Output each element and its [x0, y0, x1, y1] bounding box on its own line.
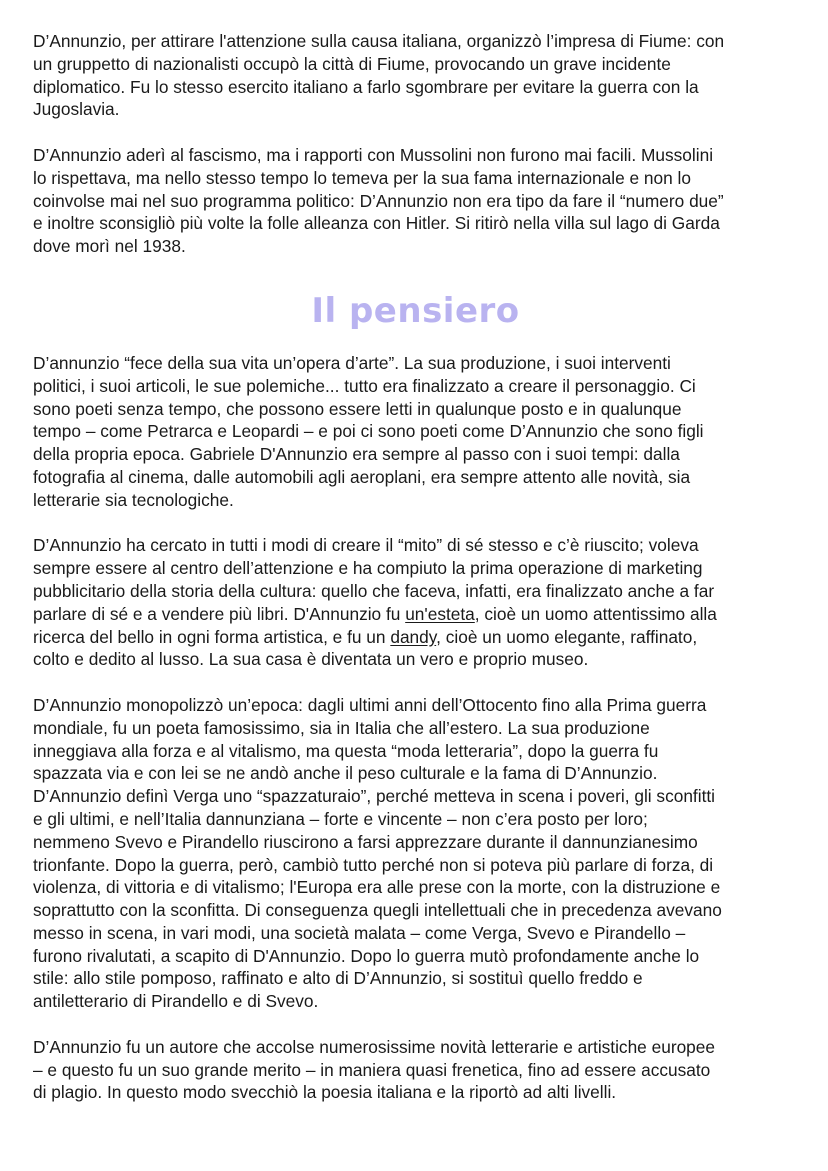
underlined-term-dandy: dandy [390, 626, 437, 647]
text-segment: ricerca del bello in ogni forma artistica, e fu un [33, 626, 391, 647]
text-segment: , cioè un uomo elegante, raffinato, [436, 626, 698, 647]
document-page [33, 30, 798, 1104]
text-line: D’Annunzio definì Verga uno “spazzaturaio”, perché metteva in scena i poveri, gli sconfitti [33, 786, 716, 807]
section-heading: Il pensiero [311, 290, 520, 331]
text-line: antiletterario di Pirandello e di Svevo. [33, 991, 319, 1012]
text-line: tempo – come Petrarca e Leopardi – e poi ci sono poeti come D’Annunzio che sono figli [33, 421, 704, 442]
text-line: della propria epoca. Gabriele D'Annunzio era sempre al passo con i suoi tempi: dalla [33, 444, 680, 465]
text-line: pubblicitario della storia della cultura: quello che faceva, infatti, era finalizzato anche a far [33, 580, 715, 601]
paragraph-spacer [33, 512, 798, 535]
paragraph-fiume [33, 30, 798, 121]
paragraph-spacer [33, 1013, 798, 1036]
text-line: – e questo fu un suo grande merito – in maniera quasi frenetica, fino ad essere accusato [33, 1059, 711, 1080]
text-line: colto e dedito al lusso. La sua casa è diventata un vero e proprio museo. [33, 649, 589, 670]
text-line: fotografia al cinema, dalle automobili agli aeroplani, era sempre attento alle novità, sia [33, 466, 691, 487]
text-line: dove morì nel 1938. [33, 236, 186, 257]
text-line: sempre essere al centro dell’attenzione e ha compiuto la prima operazione di marketing [33, 558, 703, 579]
text-line: D’Annunzio aderì al fascismo, ma i rapporti con Mussolini non furono mai facili. Mussolini [33, 144, 714, 165]
text-line: stile: allo stile pomposo, raffinato e alto di D’Annunzio, si sostituì quello freddo e [33, 968, 643, 989]
text-segment: parlare di sé e a vendere più libri. D'Annunzio fu [33, 603, 406, 624]
paragraph-opera-arte [33, 352, 798, 512]
text-line: spazzata via e con lei se ne andò anche il peso culturale e la fama di D’Annunzio. [33, 763, 658, 784]
text-line: letterarie sia tecnologiche. [33, 489, 234, 510]
text-line: nemmeno Svevo e Pirandello riuscirono a farsi apprezzare durante il dannunzianesimo [33, 831, 698, 852]
text-line: lo rispettava, ma nello stesso tempo lo temeva per la sua fama internazionale e non lo [33, 167, 692, 188]
text-line: diplomatico. Fu lo stesso esercito italiano a farlo sgombrare per evitare la guerra con la [33, 76, 699, 97]
paragraph-novita [33, 1036, 798, 1104]
text-line: inneggiava alla forza e al vitalismo, ma questa “moda letteraria”, dopo la guerra fu [33, 740, 659, 761]
text-line [33, 603, 798, 626]
text-line: coinvolse mai nel suo programma politico: D’Annunzio non era tipo da fare il “numero due” [33, 190, 724, 211]
text-line: un gruppetto di nazionalisti occupò la città di Fiume, provocando un grave incidente [33, 53, 671, 74]
underlined-term-esteta: un'esteta [405, 603, 475, 624]
text-line: e gli ultimi, e nell’Italia dannunziana – forte e vincente – non c’era posto per loro; [33, 808, 648, 829]
text-line: trionfante. Dopo la guerra, però, cambiò tutto perché non si poteva più parlare di forza, di [33, 854, 714, 875]
text-line: furono rivalutati, a scapito di D'Annunzio. Dopo lo guerra mutò profondamente anche lo [33, 945, 700, 966]
text-line: di plagio. In questo modo svecchiò la poesia italiana e la riportò ad alti livelli. [33, 1082, 617, 1103]
text-line: D’Annunzio monopolizzò un’epoca: dagli ultimi anni dell’Ottocento fino alla Prima guerra [33, 694, 707, 715]
paragraph-epoca [33, 694, 798, 1013]
text-line: D’Annunzio, per attirare l'attenzione sulla causa italiana, organizzò l’impresa di Fiume: con [33, 31, 725, 51]
text-line: politici, i suoi articoli, le sue polemiche... tutto era finalizzato a creare il personaggio. Ci [33, 375, 696, 396]
paragraph-mito [33, 534, 798, 671]
text-line: mondiale, fu un poeta famosissimo, sia in Italia che all’estero. La sua produzione [33, 717, 650, 738]
paragraph-spacer [33, 121, 798, 144]
text-line: D’annunzio “fece della sua vita un’opera d’arte”. La sua produzione, i suoi interventi [33, 352, 671, 373]
text-segment: , cioè un uomo attentissimo alla [474, 603, 717, 624]
text-line [33, 626, 798, 649]
paragraph-spacer [33, 671, 798, 694]
text-line: D’Annunzio ha cercato in tutti i modi di creare il “mito” di sé stesso e c’è riuscito; voleva [33, 535, 699, 556]
text-line: messo in scena, in vari modi, una società malata – come Verga, Svevo e Pirandello – [33, 922, 686, 943]
text-line: sono poeti senza tempo, che possono essere letti in qualunque posto e in qualunque [33, 398, 682, 419]
paragraph-fascismo [33, 144, 798, 258]
text-line: Jugoslavia. [33, 99, 120, 120]
text-line: soprattutto con la sconfitta. Di conseguenza quegli intellettuali che in precedenza avevano [33, 900, 722, 921]
text-line: D’Annunzio fu un autore che accolse numerosissime novità letterarie e artistiche europee [33, 1036, 716, 1057]
text-line: e inoltre sconsigliò più volte la folle alleanza con Hitler. Si ritirò nella villa sul lago di Garda [33, 213, 720, 234]
text-line: violenza, di vittoria e di vitalismo; l'Europa era alle prese con la morte, con la distruzione e [33, 877, 721, 898]
